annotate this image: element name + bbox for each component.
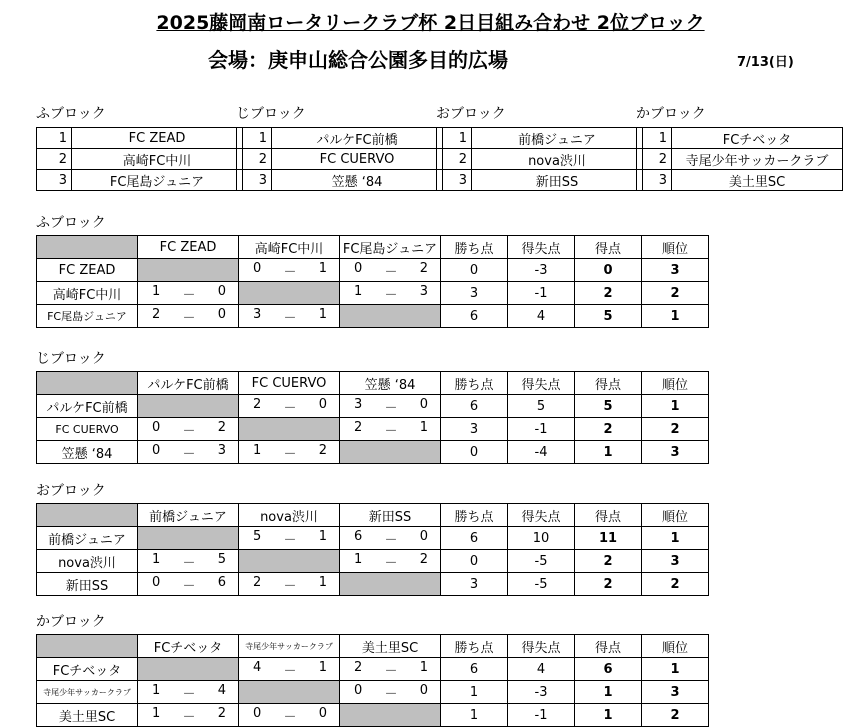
- self-match-cell: [340, 441, 441, 464]
- stat-rank: 2: [642, 573, 709, 596]
- score-dash: －: [384, 532, 398, 548]
- stat-gf: 11: [575, 527, 642, 550]
- stat-pts: 3: [441, 282, 508, 305]
- stat-gd: -3: [508, 681, 575, 704]
- goals-for: 2: [253, 574, 262, 590]
- score-dash: －: [283, 578, 297, 594]
- goals-for: 3: [354, 396, 363, 412]
- score-dash: －: [384, 264, 398, 280]
- score-dash: －: [384, 400, 398, 416]
- table-row: [37, 658, 709, 681]
- opponent-header: 寺尾少年サッカークラブ: [239, 635, 340, 658]
- table-header-row: [37, 635, 709, 658]
- goals-against: 1: [318, 659, 327, 675]
- score-dash: －: [384, 663, 398, 679]
- overview-group-table: [636, 127, 843, 191]
- goals-against: 3: [419, 283, 428, 299]
- overview-row: [637, 170, 843, 191]
- goals-for: 0: [354, 682, 363, 698]
- goals-for: 0: [253, 705, 262, 721]
- overview-team-name: 美土里SC: [672, 170, 843, 191]
- stat-rank: 3: [642, 441, 709, 464]
- opponent-header: パルケFC前橋: [138, 372, 239, 395]
- stat-gf: 1: [575, 704, 642, 727]
- score-dash: －: [283, 310, 297, 326]
- stat-pts: 3: [441, 418, 508, 441]
- goals-for: 1: [152, 682, 161, 698]
- goals-against: 0: [318, 396, 327, 412]
- goals-against: 2: [419, 260, 428, 276]
- table-row: [37, 550, 709, 573]
- team-name: パルケFC前橋: [37, 395, 138, 418]
- score-dash: －: [182, 709, 196, 725]
- overview-group-label: じブロック: [236, 106, 306, 122]
- score-dash: －: [384, 555, 398, 571]
- column-header-gd: 得失点: [508, 236, 575, 259]
- goals-for: 0: [152, 442, 161, 458]
- seed-number: 2: [437, 149, 472, 170]
- overview-row: [237, 170, 443, 191]
- stat-gf: 1: [575, 681, 642, 704]
- stat-pts: 1: [441, 681, 508, 704]
- score-dash: －: [182, 686, 196, 702]
- self-match-cell: [239, 282, 340, 305]
- score-dash: －: [283, 446, 297, 462]
- overview-row: [437, 128, 643, 149]
- table-row: [37, 395, 709, 418]
- goals-for: 0: [253, 260, 262, 276]
- score-dash: －: [384, 287, 398, 303]
- goals-for: 3: [253, 306, 262, 322]
- goals-against: 0: [217, 283, 226, 299]
- overview-row: [637, 128, 843, 149]
- opponent-header: FC CUERVO: [239, 372, 340, 395]
- column-header-gf: 得点: [575, 236, 642, 259]
- match-score: [239, 704, 340, 727]
- goals-for: 1: [354, 283, 363, 299]
- block-label: じブロック: [36, 351, 106, 367]
- table-row: [37, 573, 709, 596]
- opponent-header: 高崎FC中川: [239, 236, 340, 259]
- self-match-cell: [340, 305, 441, 328]
- stat-rank: 3: [642, 550, 709, 573]
- match-score: [138, 704, 239, 727]
- overview-row: [637, 149, 843, 170]
- score-dash: －: [283, 400, 297, 416]
- opponent-header: 前橋ジュニア: [138, 504, 239, 527]
- goals-against: 2: [217, 419, 226, 435]
- self-match-cell: [138, 527, 239, 550]
- match-score: [340, 395, 441, 418]
- stat-pts: 3: [441, 573, 508, 596]
- match-score: [239, 527, 340, 550]
- match-score: [340, 282, 441, 305]
- team-name: FC CUERVO: [37, 418, 138, 441]
- score-dash: －: [182, 423, 196, 439]
- table-row: [37, 418, 709, 441]
- match-score: [340, 658, 441, 681]
- block-result-table: [36, 634, 709, 727]
- table-header-row: [37, 372, 709, 395]
- overview-row: [37, 128, 243, 149]
- column-header-pts: 勝ち点: [441, 372, 508, 395]
- match-date: 7/13(日): [737, 55, 794, 70]
- match-score: [239, 395, 340, 418]
- column-header-rank: 順位: [642, 372, 709, 395]
- overview-team-name: FCチベッタ: [672, 128, 843, 149]
- table-row: [37, 282, 709, 305]
- match-score: [138, 681, 239, 704]
- goals-for: 1: [152, 551, 161, 567]
- table-row: [37, 681, 709, 704]
- stat-gf: 0: [575, 259, 642, 282]
- corner-cell: [37, 504, 138, 527]
- block-label: おブロック: [36, 483, 106, 499]
- stat-rank: 2: [642, 704, 709, 727]
- goals-for: 2: [354, 419, 363, 435]
- venue-label: 会場：庚申山総合公園多目的広場: [208, 48, 508, 72]
- score-dash: －: [283, 264, 297, 280]
- match-score: [340, 550, 441, 573]
- column-header-rank: 順位: [642, 635, 709, 658]
- match-score: [340, 418, 441, 441]
- stat-rank: 1: [642, 658, 709, 681]
- team-name: FCチベッタ: [37, 658, 138, 681]
- stat-rank: 1: [642, 395, 709, 418]
- overview-team-name: FC尾島ジュニア: [72, 170, 243, 191]
- match-score: [340, 527, 441, 550]
- seed-number: 1: [637, 128, 672, 149]
- self-match-cell: [340, 573, 441, 596]
- team-name: 新田SS: [37, 573, 138, 596]
- match-score: [138, 573, 239, 596]
- goals-against: 0: [419, 528, 428, 544]
- match-score: [340, 259, 441, 282]
- overview-team-name: 前橋ジュニア: [472, 128, 643, 149]
- stat-pts: 0: [441, 259, 508, 282]
- column-header-gd: 得失点: [508, 504, 575, 527]
- block-result-table: [36, 371, 709, 464]
- goals-for: 1: [253, 442, 262, 458]
- match-score: [138, 305, 239, 328]
- opponent-header: FC ZEAD: [138, 236, 239, 259]
- stat-pts: 6: [441, 305, 508, 328]
- column-header-rank: 順位: [642, 236, 709, 259]
- column-header-pts: 勝ち点: [441, 635, 508, 658]
- table-row: [37, 527, 709, 550]
- stat-pts: 0: [441, 441, 508, 464]
- overview-row: [437, 170, 643, 191]
- table-header-row: [37, 236, 709, 259]
- seed-number: 3: [237, 170, 272, 191]
- stat-gf: 2: [575, 550, 642, 573]
- overview-group-label: おブロック: [436, 106, 506, 122]
- overview-team-name: FC ZEAD: [72, 128, 243, 149]
- stat-rank: 1: [642, 527, 709, 550]
- stat-gf: 5: [575, 395, 642, 418]
- overview-group-label: ふブロック: [36, 106, 106, 122]
- seed-number: 3: [437, 170, 472, 191]
- column-header-pts: 勝ち点: [441, 236, 508, 259]
- stat-gf: 6: [575, 658, 642, 681]
- score-dash: －: [283, 709, 297, 725]
- overview-team-name: nova渋川: [472, 149, 643, 170]
- seed-number: 3: [637, 170, 672, 191]
- seed-number: 1: [237, 128, 272, 149]
- goals-against: 5: [217, 551, 226, 567]
- match-score: [138, 441, 239, 464]
- self-match-cell: [138, 259, 239, 282]
- stat-gf: 1: [575, 441, 642, 464]
- overview-group-table: [436, 127, 643, 191]
- score-dash: －: [182, 446, 196, 462]
- self-match-cell: [340, 704, 441, 727]
- corner-cell: [37, 236, 138, 259]
- block-result-table: [36, 235, 709, 328]
- goals-for: 1: [152, 283, 161, 299]
- goals-against: 0: [318, 705, 327, 721]
- match-score: [138, 550, 239, 573]
- goals-against: 3: [217, 442, 226, 458]
- goals-against: 2: [217, 705, 226, 721]
- overview-row: [237, 128, 443, 149]
- goals-against: 1: [318, 260, 327, 276]
- table-row: [37, 704, 709, 727]
- overview-row: [37, 149, 243, 170]
- seed-number: 2: [237, 149, 272, 170]
- stat-gd: -5: [508, 573, 575, 596]
- stat-pts: 6: [441, 658, 508, 681]
- goals-for: 6: [354, 528, 363, 544]
- goals-against: 1: [318, 306, 327, 322]
- opponent-header: 新田SS: [340, 504, 441, 527]
- stat-gd: -1: [508, 282, 575, 305]
- goals-for: 0: [152, 574, 161, 590]
- team-name: nova渋川: [37, 550, 138, 573]
- self-match-cell: [138, 658, 239, 681]
- match-score: [239, 305, 340, 328]
- goals-for: 0: [354, 260, 363, 276]
- table-row: [37, 305, 709, 328]
- match-score: [239, 441, 340, 464]
- match-score: [340, 681, 441, 704]
- goals-against: 2: [318, 442, 327, 458]
- goals-for: 2: [253, 396, 262, 412]
- match-score: [239, 658, 340, 681]
- column-header-gf: 得点: [575, 372, 642, 395]
- stat-gd: -1: [508, 418, 575, 441]
- overview-team-name: パルケFC前橋: [272, 128, 443, 149]
- opponent-header: 笠懸 ‘84: [340, 372, 441, 395]
- overview-team-name: 寺尾少年サッカークラブ: [672, 149, 843, 170]
- table-row: [37, 441, 709, 464]
- stat-pts: 1: [441, 704, 508, 727]
- stat-gd: 4: [508, 305, 575, 328]
- overview-row: [437, 149, 643, 170]
- overview-group-table: [36, 127, 243, 191]
- score-dash: －: [182, 555, 196, 571]
- corner-cell: [37, 635, 138, 658]
- stat-gd: 4: [508, 658, 575, 681]
- self-match-cell: [239, 681, 340, 704]
- column-header-gd: 得失点: [508, 372, 575, 395]
- overview-team-name: FC CUERVO: [272, 149, 443, 170]
- stat-gd: 5: [508, 395, 575, 418]
- overview-row: [37, 170, 243, 191]
- score-dash: －: [182, 578, 196, 594]
- opponent-header: FC尾島ジュニア: [340, 236, 441, 259]
- stat-pts: 6: [441, 395, 508, 418]
- overview-team-name: 新田SS: [472, 170, 643, 191]
- team-name: FC尾島ジュニア: [37, 305, 138, 328]
- seed-number: 3: [37, 170, 72, 191]
- goals-against: 1: [419, 659, 428, 675]
- stat-gf: 2: [575, 573, 642, 596]
- goals-for: 0: [152, 419, 161, 435]
- column-header-gf: 得点: [575, 504, 642, 527]
- column-header-rank: 順位: [642, 504, 709, 527]
- score-dash: －: [283, 532, 297, 548]
- score-dash: －: [384, 686, 398, 702]
- opponent-header: 美土里SC: [340, 635, 441, 658]
- stat-gd: -5: [508, 550, 575, 573]
- stat-gf: 2: [575, 418, 642, 441]
- score-dash: －: [283, 663, 297, 679]
- seed-number: 1: [37, 128, 72, 149]
- goals-against: 1: [318, 574, 327, 590]
- stat-gd: -4: [508, 441, 575, 464]
- column-header-gd: 得失点: [508, 635, 575, 658]
- stat-rank: 2: [642, 418, 709, 441]
- team-name: 笠懸 ‘84: [37, 441, 138, 464]
- match-score: [239, 259, 340, 282]
- stat-gd: -3: [508, 259, 575, 282]
- overview-group-table: [236, 127, 443, 191]
- table-header-row: [37, 504, 709, 527]
- goals-against: 1: [419, 419, 428, 435]
- column-header-pts: 勝ち点: [441, 504, 508, 527]
- match-score: [239, 573, 340, 596]
- seed-number: 1: [437, 128, 472, 149]
- match-score: [138, 282, 239, 305]
- team-name: 寺尾少年サッカークラブ: [37, 681, 138, 704]
- stat-gf: 2: [575, 282, 642, 305]
- goals-for: 1: [354, 551, 363, 567]
- overview-team-name: 笠懸 ‘84: [272, 170, 443, 191]
- stat-gd: -1: [508, 704, 575, 727]
- goals-for: 1: [152, 705, 161, 721]
- stat-gf: 5: [575, 305, 642, 328]
- score-dash: －: [182, 287, 196, 303]
- self-match-cell: [239, 418, 340, 441]
- goals-against: 0: [217, 306, 226, 322]
- goals-for: 2: [354, 659, 363, 675]
- stat-rank: 3: [642, 681, 709, 704]
- table-row: [37, 259, 709, 282]
- overview-row: [237, 149, 443, 170]
- overview-group-label: かブロック: [636, 106, 706, 122]
- goals-against: 1: [318, 528, 327, 544]
- stat-rank: 1: [642, 305, 709, 328]
- block-label: かブロック: [36, 614, 106, 630]
- team-name: 美土里SC: [37, 704, 138, 727]
- stat-rank: 3: [642, 259, 709, 282]
- stat-pts: 0: [441, 550, 508, 573]
- team-name: 前橋ジュニア: [37, 527, 138, 550]
- goals-for: 2: [152, 306, 161, 322]
- team-name: 高崎FC中川: [37, 282, 138, 305]
- team-name: FC ZEAD: [37, 259, 138, 282]
- goals-for: 4: [253, 659, 262, 675]
- seed-number: 2: [637, 149, 672, 170]
- self-match-cell: [239, 550, 340, 573]
- self-match-cell: [138, 395, 239, 418]
- stat-rank: 2: [642, 282, 709, 305]
- goals-against: 4: [217, 682, 226, 698]
- page-title: 2025藤岡南ロータリークラブ杯 2日目組み合わせ 2位ブロック: [156, 12, 705, 34]
- goals-for: 5: [253, 528, 262, 544]
- opponent-header: nova渋川: [239, 504, 340, 527]
- goals-against: 6: [217, 574, 226, 590]
- corner-cell: [37, 372, 138, 395]
- goals-against: 0: [419, 682, 428, 698]
- goals-against: 2: [419, 551, 428, 567]
- stat-gd: 10: [508, 527, 575, 550]
- column-header-gf: 得点: [575, 635, 642, 658]
- score-dash: －: [182, 310, 196, 326]
- stat-pts: 6: [441, 527, 508, 550]
- opponent-header: FCチベッタ: [138, 635, 239, 658]
- match-score: [138, 418, 239, 441]
- block-result-table: [36, 503, 709, 596]
- overview-team-name: 高崎FC中川: [72, 149, 243, 170]
- block-label: ふブロック: [36, 215, 106, 231]
- score-dash: －: [384, 423, 398, 439]
- seed-number: 2: [37, 149, 72, 170]
- goals-against: 0: [419, 396, 428, 412]
